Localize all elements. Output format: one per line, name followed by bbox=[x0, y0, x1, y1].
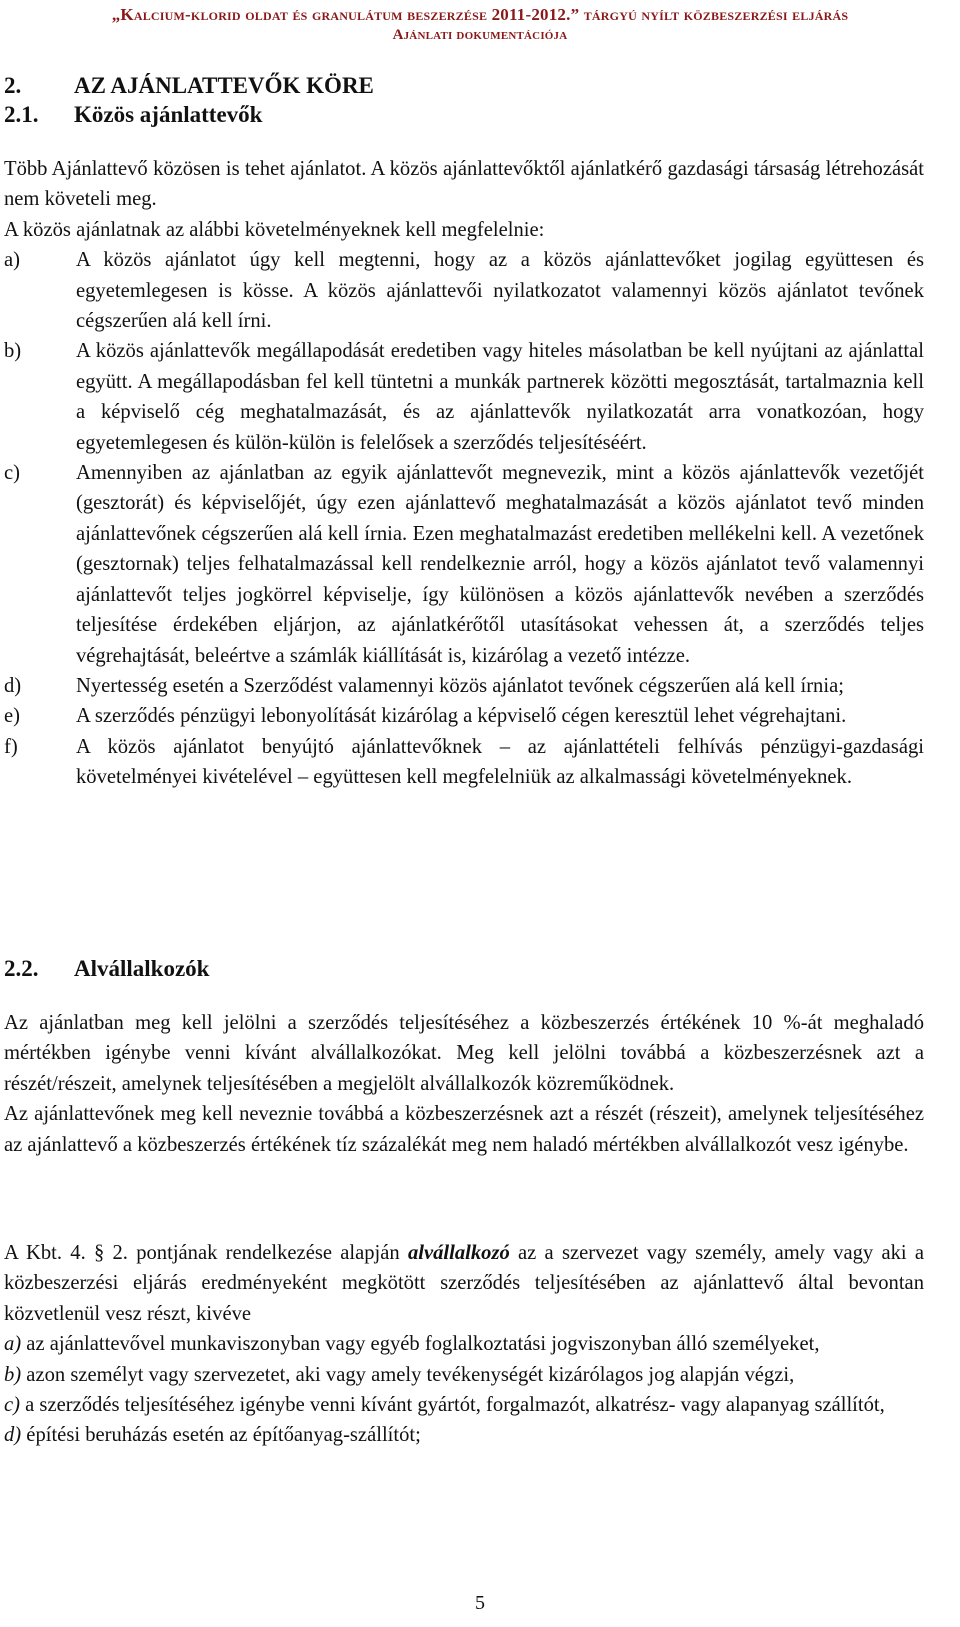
list-marker: a) bbox=[4, 249, 20, 272]
page-header bbox=[0, 4, 960, 46]
paragraph-definition bbox=[4, 1238, 924, 1329]
list-marker: e) bbox=[4, 705, 20, 728]
exception-text: az ajánlattevővel munkaviszonyban vagy egyéb foglalkoztatási jogviszonyban álló személyeket, bbox=[21, 1333, 820, 1356]
paragraph-subcontractors-under-10: Az ajánlattevőnek meg kell neveznie továbbá a közbeszerzésnek azt a részét (részeit), amelynek teljesítéséhez az ajánlattevő a közbeszerzés értékének tíz százalékát meg nem haladó mértékben alvállalkozót vesz igénybe. bbox=[4, 1103, 924, 1156]
list-marker: f) bbox=[4, 735, 18, 758]
exception-marker: c) bbox=[4, 1394, 20, 1417]
list-marker: d) bbox=[4, 674, 22, 697]
section-number: 2. bbox=[4, 73, 22, 98]
section-title: Alvállalkozók bbox=[74, 956, 210, 981]
section-number: 2.2. bbox=[4, 956, 39, 981]
section-2-2-body bbox=[4, 1008, 924, 1160]
section-title: AZ AJÁNLATTEVŐK KÖRE bbox=[74, 73, 374, 98]
exception-marker: a) bbox=[4, 1333, 22, 1356]
section-title: Közös ajánlattevők bbox=[74, 102, 263, 127]
definition-rest: az a szervezet vagy személy, amely vagy aki a közbeszerzési eljárás eredményeként megkötött szerződés teljesítésében az ajánlattevő által bevontan közvetlenül vesz részt, kivéve bbox=[4, 1242, 924, 1325]
exception-item bbox=[4, 1360, 924, 1390]
header-title: „Kalcium-klorid oldat és granulátum beszerzése 2011-2012.” tárgyú nyílt közbeszerzési eljárás bbox=[111, 5, 849, 24]
section-number: 2.1. bbox=[4, 102, 39, 127]
list-item bbox=[4, 458, 924, 671]
exception-marker: b) bbox=[4, 1363, 22, 1386]
list-item-text: Nyertesség esetén a Szerződést valamennyi közös ajánlatot tevőnek cégszerűen alá kell írnia; bbox=[76, 674, 844, 697]
exception-text: építési beruházás esetén az építőanyag-szállítót; bbox=[21, 1424, 421, 1447]
exception-marker: d) bbox=[4, 1424, 22, 1447]
list-item bbox=[4, 701, 924, 731]
list-item bbox=[4, 671, 924, 701]
paragraph-joint-bid: Több Ajánlattevő közösen is tehet ajánlatot. A közös ajánlattevőktől ajánlatkérő gazdasági társaság létrehozását nem követeli meg. bbox=[4, 158, 924, 211]
list-item bbox=[4, 336, 924, 458]
list-item-text: Amennyiben az ajánlatban az egyik ajánlattevőt megnevezik, mint a közös ajánlattevők vezetőjét (gesztorát) és képviselőjét, úgy ezen ajánlattevő meghatalmazását a közös ajánlatot tevő minden ajánlattevőnek cégszerűen alá kell írnia. Ezen meghatalmazást eredetiben mellékelni kell. A vezetőnek (gesztornak) teljes felhatalmazással kell rendelkeznie arról, hogy a közös ajánlatot tevő valamennyi ajánlattevőt teljes jogkörrel képviselje, így különösen a közös ajánlattevők nevében a szerződés teljesítése érdekében eljárjon, az ajánlatkérőtől utasításokat vehessen át, a szerződés teljes végrehajtását, beleértve a számlák kiállítását is, kizárólag a vezető intézze. bbox=[76, 462, 924, 667]
exception-text: a szerződés teljesítéséhez igénybe venni kívánt gyártót, forgalmazót, alkatrész- vagy alapanyag szállítót, bbox=[20, 1394, 885, 1417]
exception-item bbox=[4, 1420, 924, 1450]
paragraph-requirements-intro: A közös ajánlatnak az alábbi követelményeknek kell megfelelnie: bbox=[4, 218, 545, 241]
defined-term: alvállalkozó bbox=[407, 1242, 510, 1264]
paragraph-subcontractors-over-10: Az ajánlatban meg kell jelölni a szerződés teljesítéséhez a közbeszerzés értékének 10 %-át meghaladó mértékben igénybe venni kívánt alvállalkozókat. Meg kell jelölni továbbá a közbeszerzésnek azt a részét/részeit, amelynek teljesítésében a megjelölt alvállalkozók közreműködnek. bbox=[4, 1012, 924, 1095]
section-heading-2 bbox=[4, 72, 374, 100]
exception-text: azon személyt vagy szervezetet, aki vagy amely tevékenységét kizárólagos jog alapján végzi, bbox=[21, 1363, 795, 1386]
header-subtitle: Ajánlati dokumentációja bbox=[392, 27, 568, 43]
list-item-text: A szerződés pénzügyi lebonyolítását kizárólag a képviselő cégen keresztül lehet végrehajtani. bbox=[76, 705, 847, 728]
section-2-1-body bbox=[4, 154, 924, 793]
page-number: 5 bbox=[475, 1592, 485, 1614]
list-marker: b) bbox=[4, 340, 22, 363]
list-marker: c) bbox=[4, 462, 20, 485]
exception-item bbox=[4, 1329, 924, 1359]
list-item bbox=[4, 245, 924, 336]
list-item-text: A közös ajánlattevők megállapodását eredetiben vagy hiteles másolatban be kell nyújtani az ajánlattal együtt. A megállapodásban fel kell tüntetni a munkák partnerek közötti megosztását, tartalmaznia kell a képviselő cég meghatalmazását, és az ajánlattevők nyilatkozatát arra vonatkozóan, hogy egyetemlegesen és külön-külön is felelősek a szerződés teljesítéséért. bbox=[76, 340, 924, 454]
section-heading-2-2 bbox=[4, 955, 209, 983]
definition-lead: A Kbt. 4. § 2. pontjának rendelkezése alapján bbox=[4, 1242, 408, 1264]
section-2-2-definition bbox=[4, 1238, 924, 1451]
exception-item bbox=[4, 1390, 924, 1420]
list-item-text: A közös ajánlatot benyújtó ajánlattevőknek – az ajánlattételi felhívás pénzügyi-gazdasági követelményei kivételével – együttesen kell megfelelniük az alkalmassági követelményeknek. bbox=[76, 735, 924, 789]
list-item-text: A közös ajánlatot úgy kell megtenni, hogy az a közös ajánlattevőket jogilag együttesen és egyetemlegesen is kösse. A közös ajánlattevői nyilatkozatot valamennyi közös ajánlatot tevőnek cégszerűen alá kell írni. bbox=[76, 249, 924, 333]
section-heading-2-1 bbox=[4, 101, 262, 129]
list-item bbox=[4, 732, 924, 793]
